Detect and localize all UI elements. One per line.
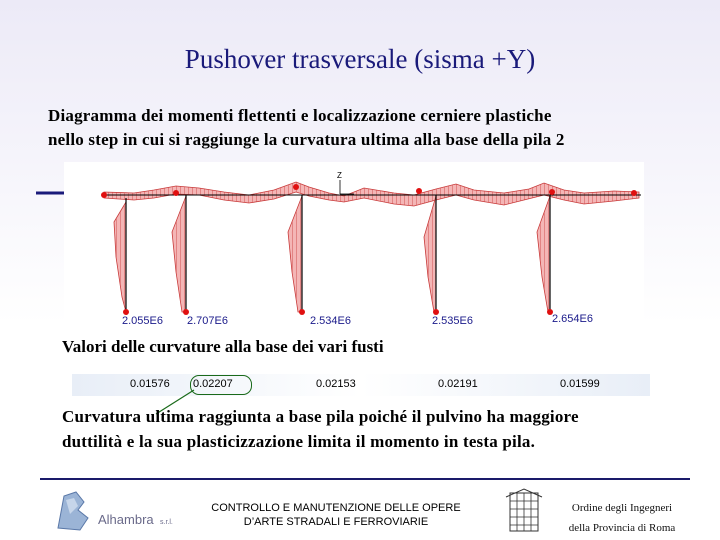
hinge-marker xyxy=(631,190,637,196)
footer-right-text xyxy=(552,498,692,538)
footer-center-line-1: CONTROLLO E MANUTENZIONE DELLE OPERE xyxy=(211,502,461,514)
intro-text xyxy=(48,104,688,152)
hinge-marker xyxy=(101,192,107,198)
logo-text: Alhambra xyxy=(98,512,154,527)
conclusion-line-1: Curvatura ultima raggiunta a base pila poiché il pulvino ha maggiore xyxy=(62,407,579,426)
building-icon xyxy=(504,487,544,533)
pier-1-moment-fill xyxy=(114,202,126,312)
pier-4-moment-fill xyxy=(424,196,436,312)
footer-center-text xyxy=(196,501,476,529)
intro-line-1: Diagramma dei momenti flettenti e localizzazione cerniere plastiche xyxy=(48,106,552,125)
conclusion-text xyxy=(62,404,682,454)
footer-divider xyxy=(40,478,690,480)
hinge-marker xyxy=(549,189,555,195)
footer-right-line-1: Ordine degli Ingegneri xyxy=(571,502,673,514)
hinge-marker xyxy=(293,184,299,190)
moment-label: 2.534E6 xyxy=(310,315,351,327)
curvature-value: 0.01599 xyxy=(560,378,600,390)
footer-right-line-2: della Provincia di Roma xyxy=(568,522,676,534)
curvature-heading: Valori delle curvature alla base dei vari fusti xyxy=(62,337,384,356)
slide-title: Pushover trasversale (sisma +Y) xyxy=(184,44,536,74)
moment-diagram-svg xyxy=(64,162,644,334)
hinge-marker xyxy=(299,309,305,315)
moment-label: 2.055E6 xyxy=(122,315,163,327)
pier-2-moment-fill xyxy=(172,196,186,312)
curvature-value: 0.02153 xyxy=(316,378,356,390)
intro-line-2: nello step in cui si raggiunge la curvatura ultima alla base della pila 2 xyxy=(48,130,565,149)
axis-label-z: Z xyxy=(337,171,342,180)
hinge-marker xyxy=(173,190,179,196)
hinge-marker xyxy=(416,188,422,194)
pier-5-moment-fill xyxy=(537,196,550,312)
logo-suffix: s.r.l. xyxy=(160,519,173,526)
moment-label: 2.535E6 xyxy=(432,315,473,327)
moment-diagram xyxy=(64,162,644,334)
curvature-value: 0.02191 xyxy=(438,378,478,390)
alhambra-logo xyxy=(54,488,184,534)
moment-label: 2.707E6 xyxy=(187,315,228,327)
curvature-value: 0.01576 xyxy=(130,378,170,390)
curvature-value-highlighted: 0.02207 xyxy=(193,378,233,390)
conclusion-line-2: duttilità e la sua plasticizzazione limita il momento in testa pila. xyxy=(62,432,536,451)
alhambra-logo-icon xyxy=(54,488,184,534)
footer-center-line-2: D’ARTE STRADALI E FERROVIARIE xyxy=(243,516,429,528)
pier-3-moment-fill xyxy=(288,196,302,312)
moment-label: 2.654E6 xyxy=(552,313,593,325)
